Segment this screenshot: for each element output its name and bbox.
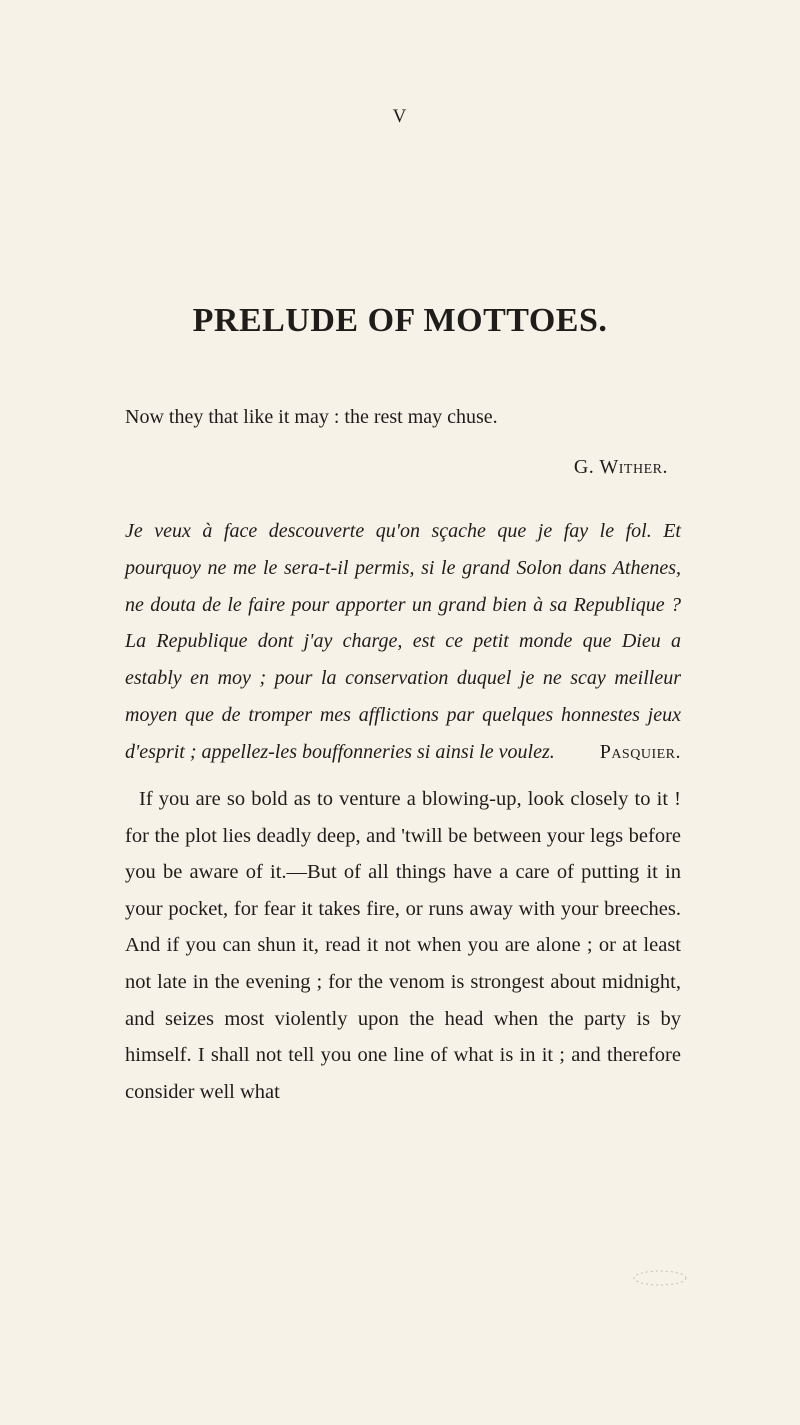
page-title: PRELUDE OF MOTTOES. bbox=[192, 302, 608, 339]
page-number: V bbox=[392, 106, 408, 127]
motto-pasquier-text: Je veux à face descouverte qu'on sçache que je fay le fol. Et pourquoy ne me le sera-t-il permis, si le grand Solon dans Athenes, ne douta de le faire pour apporter un grand bien à sa Republique ? La Republique dont j'ay charge, est ce petit monde que Dieu a estably en moy ; pour la conservation duquel je ne scay meilleur moyen que de tromper mes afflictions par quelques honnestes jeux d'esprit ; appellez-les bouffonneries si ainsi le voulez. bbox=[125, 520, 681, 763]
prose-paragraph: If you are so bold as to venture a blowing-up, look closely to it ! for the plot lies deadly deep, and 'twill be between your legs before you be aware of it.—But of all things have a care of putting it in your pocket, for fear it takes fire, or runs away with your breeches. And if you can shun it, read it not when you are alone ; or at least not late in the evening ; for the venom is strongest about midnight, and seizes most violently upon the head when the party is by himself. I shall not tell you one line of what is in it ; and therefore consider well what bbox=[125, 788, 681, 1103]
motto-pasquier-attribution: Pasquier. bbox=[599, 740, 681, 763]
motto-pasquier bbox=[125, 513, 681, 771]
library-stamp-mark bbox=[630, 1268, 690, 1288]
motto-wither: Now they that like it may : the rest may chuse. bbox=[125, 406, 498, 428]
motto-wither-attribution: G. Wither. bbox=[573, 456, 668, 478]
